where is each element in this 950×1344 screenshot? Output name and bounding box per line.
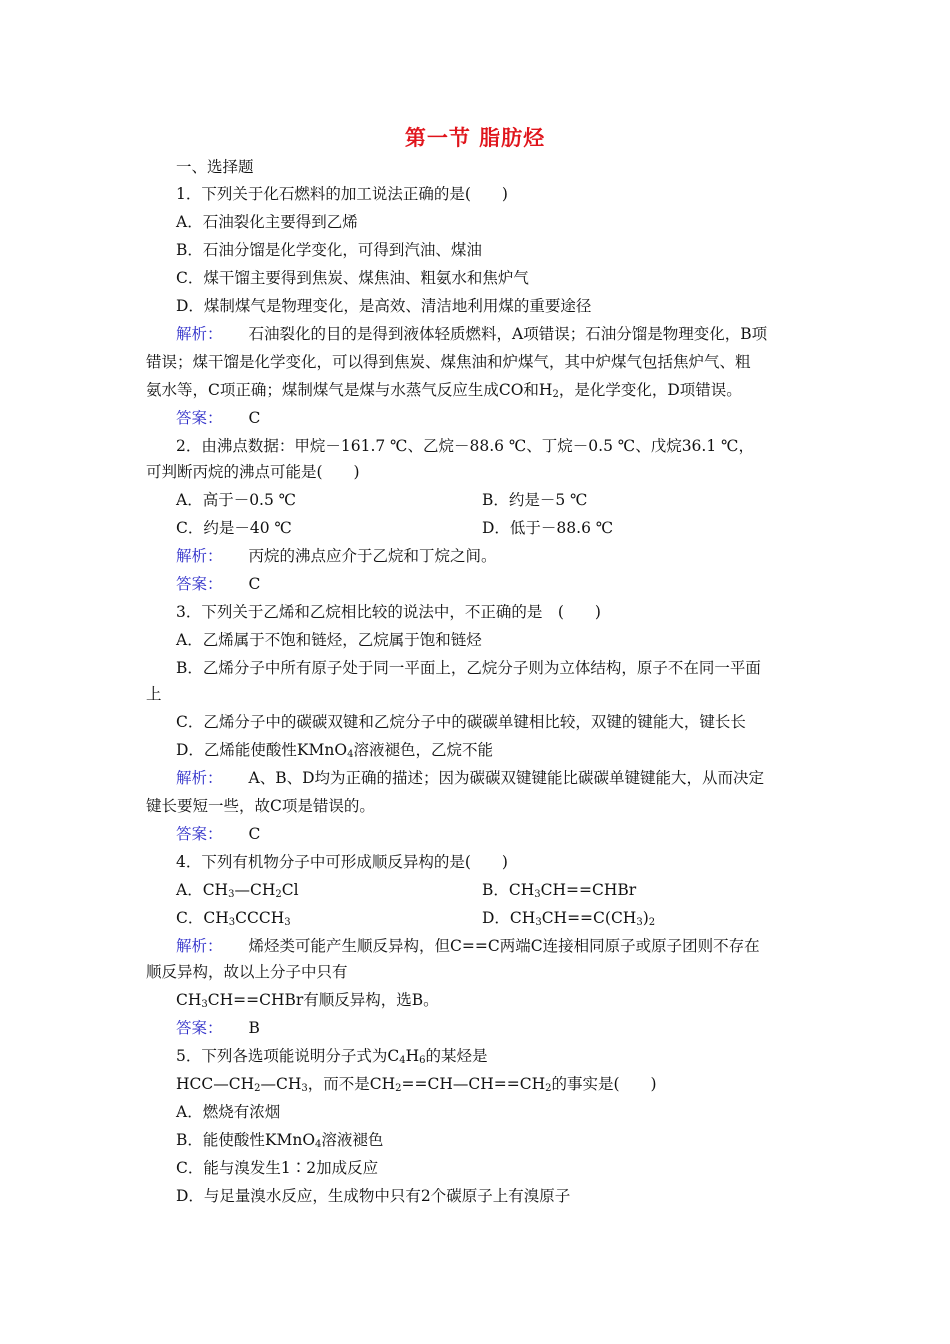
answer-label: 答案：: [176, 409, 223, 427]
q5-option-c: C．能与溴发生1∶2加成反应: [176, 1159, 379, 1177]
q5-option-b: B．能使酸性KMnO$_4$溶液褪色: [176, 1131, 384, 1150]
q1-analysis-line-1: [176, 324, 767, 344]
q3-option-c: C．乙烯分子中的碳碳双键和乙烷分子中的碳碳单键相比较，双键的键能大，键长长: [176, 713, 746, 731]
q1-answer-value: C: [248, 409, 261, 427]
q4-analysis-line-3: $CH_3CH==CHBr$有顺反异构，选B。: [176, 991, 439, 1010]
q3-option-b-line-1: B．乙烯分子中所有原子处于同一平面上，乙烷分子则为立体结构，原子不在同一平面: [176, 659, 761, 677]
q4-option-d: D．$CH_3CH==C(CH_3)_2$: [482, 909, 656, 928]
analysis-label: 解析：: [176, 325, 223, 343]
q3-stem: 3．下列关于乙烯和乙烷相比较的说法中，不正确的是 ( ): [176, 603, 601, 621]
q2-option-a: A．高于－0.5 ℃: [176, 491, 297, 509]
q2-answer: 答案： C: [176, 575, 261, 593]
q3-analysis-line-1: 解析： A、B、D均为正确的描述；因为碳碳双键键能比碳碳单键键能大，从而决定: [176, 769, 765, 787]
q4-analysis-line-2: 顺反异构，故以上分子中只有: [146, 963, 348, 981]
q3-analysis-line-2: 键长要短一些，故C项是错误的。: [146, 797, 375, 815]
q4-option-c: C．$CH_3CCCH_3$: [176, 909, 291, 928]
q2-analysis: 解析： 丙烷的沸点应介于乙烷和丁烷之间。: [176, 547, 497, 565]
q1-answer: [176, 408, 260, 428]
q1-option-a: A．石油裂化主要得到乙烯: [176, 213, 358, 231]
q2-stem-line-1: 2．由沸点数据：甲烷－161.7 ℃、乙烷－88.6 ℃、丁烷－0.5 ℃、戊烷36.1 ℃，: [176, 437, 754, 455]
q4-answer: 答案： B: [176, 1019, 260, 1037]
q3-option-b-line-2: 上: [146, 685, 162, 703]
page-title: 第一节 脂肪烃: [404, 125, 546, 150]
q5-option-d: D．与足量溴水反应，生成物中只有2个碳原子上有溴原子: [176, 1187, 571, 1205]
q3-option-d: D．乙烯能使酸性KMnO$_4$溶液褪色，乙烷不能: [176, 741, 493, 760]
q2-stem-line-2: 可判断丙烷的沸点可能是( ): [146, 463, 360, 481]
section-heading: 一、选择题: [176, 158, 254, 176]
q2-option-d: D．低于－88.6 ℃: [482, 519, 614, 537]
q5-option-a: A．燃烧有浓烟: [176, 1103, 281, 1121]
q1-option-d: D．煤制煤气是物理变化，是高效、清洁地利用煤的重要途径: [176, 297, 592, 315]
q2-option-b: B．约是－5 ℃: [482, 491, 588, 509]
q2-option-c: C．约是－40 ℃: [176, 519, 292, 537]
q5-stem-line-2: $HCC—CH_2—CH_3$，而不是$CH_2==CH—CH==CH_2$的事实是( ): [176, 1075, 657, 1094]
q4-option-a: A．$CH_3—CH_2Cl$: [176, 881, 299, 900]
q1-analysis-text-1: 石油裂化的目的是得到液体轻质燃料，A项错误；石油分馏是物理变化，B项: [248, 325, 768, 343]
q3-option-a: A．乙烯属于不饱和链烃，乙烷属于饱和链烃: [176, 631, 482, 649]
q3-answer: 答案： C: [176, 825, 261, 843]
q1-analysis-line-3: 氨水等，C项正确；煤制煤气是煤与水蒸气反应生成CO和$H_2$，是化学变化，D项错误。: [146, 381, 742, 400]
q1-option-b: B．石油分馏是化学变化，可得到汽油、煤油: [176, 241, 482, 259]
q1-option-c: C．煤干馏主要得到焦炭、煤焦油、粗氨水和焦炉气: [176, 269, 529, 287]
q1-analysis-line-2: 错误；煤干馏是化学变化，可以得到焦炭、煤焦油和炉煤气，其中炉煤气包括焦炉气、粗: [146, 353, 751, 371]
q4-analysis-line-1: 解析： 烯烃类可能产生顺反异构，但C==C两端C连接相同原子或原子团则不存在: [176, 937, 760, 955]
q1-stem: 1．下列关于化石燃料的加工说法正确的是( ): [176, 185, 508, 203]
q5-stem-line-1: 5．下列各选项能说明分子式为$C_4H_6$的某烃是: [176, 1047, 488, 1066]
q4-stem: 4．下列有机物分子中可形成顺反异构的是( ): [176, 853, 508, 871]
q4-option-b: B．$CH_3CH==CHBr$: [482, 881, 637, 900]
